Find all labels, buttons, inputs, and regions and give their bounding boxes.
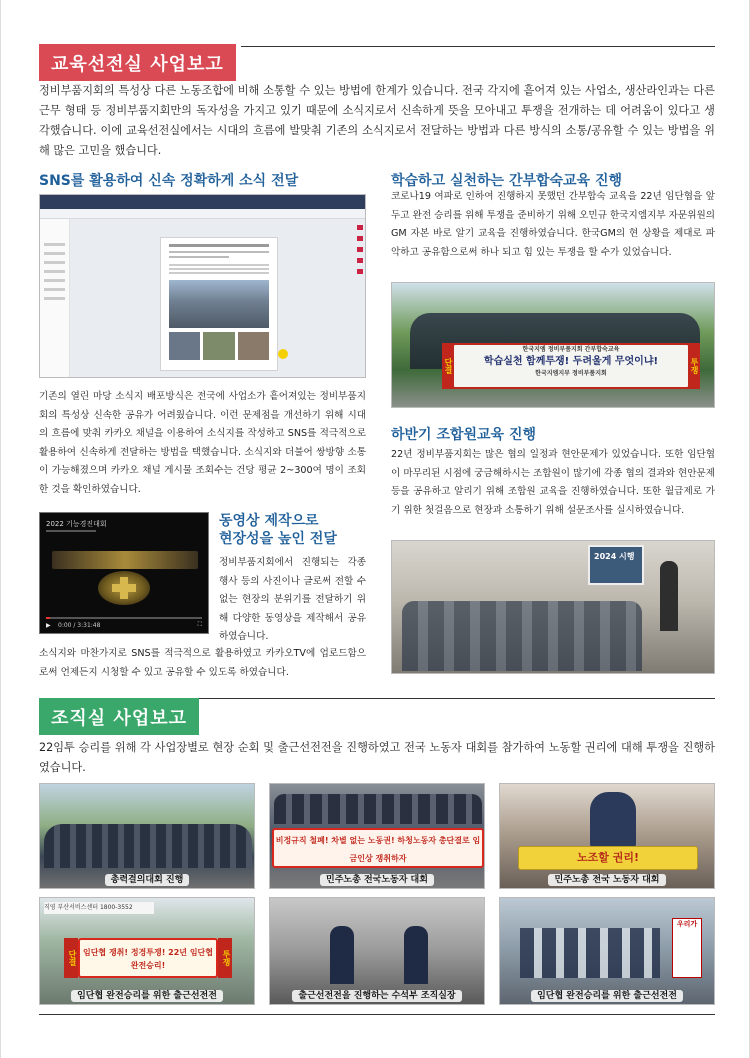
video-heading-line2: 현장성을 높인 전달 — [219, 531, 337, 547]
member-text: 22년 정비부품지회는 많은 협의 일정과 현안문제가 있었습니다. 또한 임단협이 마무리된 시점에 궁금해하시는 조합원이 많기에 각종 협의 결과와 현안문제등을 공유하고 알리기 위해 조합원 교육을 진행하였습니다. 또한 월급제로 가기 위한 첫걸음으로 현장과 소통하기 위해 설문조사를 실시하였습니다. — [391, 449, 716, 516]
video-time: 0:00 / 3:31:48 — [58, 622, 101, 629]
org-photo-3-banner: 노조할 권리! — [518, 846, 698, 870]
video-title-block — [219, 512, 337, 548]
sns-text: 기존의 열린 마당 소식지 배포방식은 전국에 사업소가 흩어져있는 정비부품지회의 특성상 신속한 공유가 어려웠습니다. 이런 문제점을 개선하기 위해 시대의 흐름에 맞춰 카카오 채널을 이용하여 소식지를 작성하고 SNS를 적극적으로 활용하여 신속하게 전달하는 방법을 택했습니다. 소식지와 더불어 쌍방향 소통이 가능해졌으며 카카오 채널 게시물 조회수는 건당 평균 2~300여 명이 조회한 것을 확인하였습니다. — [39, 391, 366, 495]
org-photo-4 — [39, 897, 255, 1005]
org-section-label: 조직실 사업보고 — [39, 698, 199, 735]
video-text2: 소식지와 마찬가지로 SNS를 적극적으로 활용하였고 카카오TV에 업로드함으로써 언제든지 시청할 수 있고 공유할 수 있도록 하였습니다. — [39, 648, 366, 678]
edu-header-rule — [241, 46, 715, 47]
org-photo-1-caption: 총력결의대회 진행 — [40, 872, 254, 885]
projection-screen — [588, 545, 644, 585]
camp-title: 학습하고 실천하는 간부합숙교육 진행 — [391, 173, 623, 189]
kakao-channel-screenshot — [39, 194, 366, 378]
edu-section-label: 교육선전실 사업보고 — [39, 44, 236, 81]
org-photo-2-caption: 민주노총 전국노동자 대회 — [270, 872, 484, 885]
member-education-photo — [391, 540, 715, 674]
org-photo-4-side-left: 단결 — [64, 938, 78, 978]
edu-intro: 정비부품지회의 특성상 다른 노동조합에 비해 소통할 수 있는 방법에 한계가 있습니다. 전국 각지에 흩어져 있는 사업소, 생산라인과는 다른 근무 형태 등 정비부품지회만의 독자성을 가지고 있기 때문에 소식지로서 신속하게 뜻을 모아내고 투쟁을 전개하는 데 어려움이 있다고 생각했습니다. 이에 교육선전실에서는 시대의 흐름에 발맞춰 기존의 소식지로서 전달하는 방법과 다른 방식의 소통/공유할 수 있는 방법을 위해 많은 고민을 했습니다. — [39, 84, 715, 157]
camp-banner-side-right: 투쟁 — [688, 343, 700, 389]
camp-banner-small: 한국지엠 정비부품지회 간부합숙교육 — [522, 346, 620, 353]
screenshot-right-icons — [357, 225, 363, 365]
org-photo-2 — [269, 783, 485, 889]
org-photo-4-caption: 임단협 완전승리를 위한 출근선전전 — [40, 988, 254, 1001]
sns-title: SNS를 활용하여 신속 정확하게 소식 전달 — [39, 173, 299, 189]
video-text: 정비부품지회에서 진행되는 각종 행사 등의 사진이나 글로써 전할 수 없는 현장의 분위기를 전달하기 위해 다양한 동영상을 제작해서 공유하였습니다. — [219, 557, 366, 642]
screenshot-titlebar — [40, 195, 365, 209]
camp-banner — [452, 343, 690, 389]
video-title: 2022 기능경진대회 — [46, 520, 107, 528]
screenshot-navbar — [40, 209, 365, 219]
org-photo-5 — [269, 897, 485, 1005]
fullscreen-icon[interactable]: ⛶ — [197, 621, 202, 628]
kakao-icon — [278, 349, 288, 359]
org-photo-2-banner: 비정규직 철폐! 차별 없는 노동권! 하청노동자 총단결로 임금인상 쟁취하자 — [272, 828, 484, 868]
screenshot-post — [160, 237, 278, 371]
chevrolet-emblem — [98, 571, 150, 605]
audience — [402, 601, 642, 671]
camp-banner-side-left: 단결 — [442, 343, 454, 389]
screen-text: 2024 시행 — [594, 552, 635, 561]
video-heading-line1: 동영상 제작으로 — [219, 513, 319, 529]
edu-section-header — [39, 44, 236, 81]
org-photo-6-sign: 우리가 — [672, 918, 702, 978]
camp-group-photo — [391, 282, 715, 408]
org-section-header — [39, 698, 199, 735]
video-player[interactable] — [39, 512, 209, 634]
org-photo-4-banner: 임단협 쟁취! 정경투쟁! 22년 임단협 완전승리! — [78, 938, 218, 978]
camp-banner-org: 한국지엠지부 정비부품지회 — [535, 370, 607, 377]
video-progress-track[interactable] — [46, 617, 202, 619]
page-bottom-rule — [39, 1014, 715, 1015]
org-photo-6-caption: 임단협 완전승리를 위한 출근선전전 — [500, 988, 714, 1001]
play-icon[interactable]: ▶ — [46, 622, 51, 629]
org-photo-3 — [499, 783, 715, 889]
org-photo-6 — [499, 897, 715, 1005]
video-banner — [52, 551, 198, 569]
camp-banner-main: 학습실천 함께투쟁! 두려울게 무엇이냐! — [483, 356, 659, 367]
screenshot-sidebar — [40, 219, 70, 377]
org-intro: 22임투 승리를 위해 각 사업장별로 현장 순회 및 출근선전전을 진행하였고 전국 노동자 대회를 참가하여 노동할 권리에 대해 투쟁을 진행하였습니다. — [39, 741, 715, 774]
org-photo-4-side-right: 투쟁 — [218, 938, 232, 978]
member-title: 하반기 조합원교육 진행 — [391, 427, 536, 443]
org-photo-4-sign: 직영 부산서비스센터 1800-3552 — [44, 902, 154, 914]
speaker — [660, 561, 678, 631]
camp-text: 코로나19 여파로 인하여 진행하지 못했던 간부합숙 교육을 22년 임단협을 앞두고 완전 승리를 위해 투쟁을 준비하기 위해 오민규 한국지엠지부 자문위원의 GM 자본 바로 알기 교육을 진행하였습니다. 한국GM의 현 상황을 제대로 파악하고 공유함으로써 하나 되고 힘 있는 투쟁을 할 수가 있었습니다. — [391, 191, 716, 258]
org-photo-5-caption: 출근선전전을 진행하는 수석부 조직실장 — [270, 988, 484, 1001]
org-photo-3-caption: 민주노총 전국 노동자 대회 — [500, 872, 714, 885]
org-photo-1 — [39, 783, 255, 889]
